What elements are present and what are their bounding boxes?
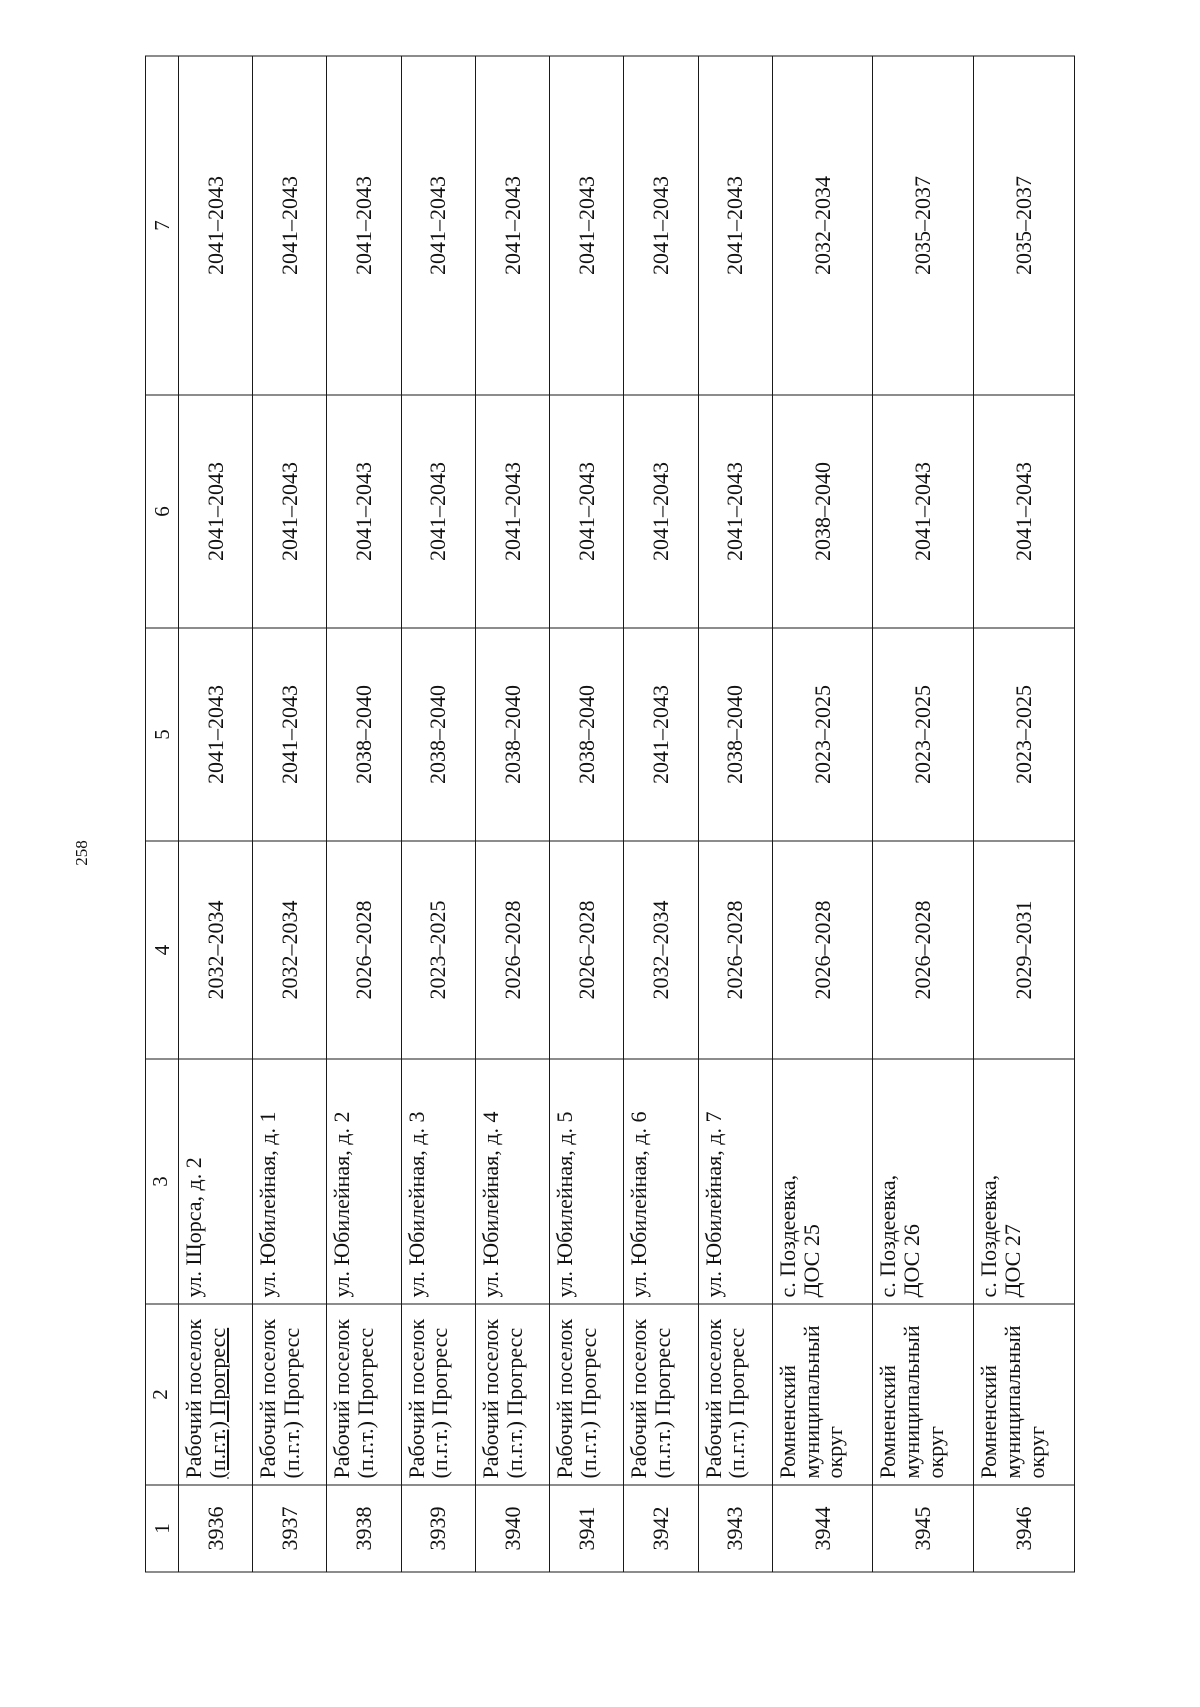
address-line: с. Поздеевка, — [976, 1174, 1002, 1298]
row-number-cell: 3941 — [550, 1485, 624, 1572]
address-line: ДОС 27 — [999, 1224, 1025, 1298]
column-header: 6 — [146, 395, 179, 628]
period-cell: 2038–2040 — [327, 628, 401, 841]
row-number-cell: 3946 — [974, 1485, 1075, 1572]
column-header: 1 — [146, 1485, 179, 1572]
locality-line: округ — [922, 1426, 948, 1479]
period-cell: 2041–2043 — [327, 56, 401, 395]
period-cell: 2035–2037 — [974, 56, 1075, 395]
locality-line: муниципальный — [899, 1325, 925, 1479]
address-cell — [772, 1059, 873, 1304]
period-cell: 2041–2043 — [624, 628, 698, 841]
address-cell — [974, 1059, 1075, 1304]
row-number-cell: 3938 — [327, 1485, 401, 1572]
locality-line: Рабочий поселок — [403, 1318, 429, 1479]
table-row — [179, 56, 253, 1572]
period-cell: 2035–2037 — [873, 56, 974, 395]
row-number-cell: 3937 — [253, 1485, 327, 1572]
row-number-cell: 3940 — [475, 1485, 549, 1572]
locality-line: Рабочий поселок — [329, 1318, 355, 1479]
table-row — [873, 56, 974, 1572]
locality-line: Рабочий поселок — [700, 1318, 726, 1479]
locality-line: Ромненский — [875, 1364, 901, 1479]
column-header: 7 — [146, 56, 179, 395]
address-line: ДОС 25 — [798, 1224, 824, 1298]
locality-cell — [974, 1304, 1075, 1485]
address-line: с. Поздеевка, — [875, 1174, 901, 1298]
column-header: 3 — [146, 1059, 179, 1304]
row-number-cell: 3942 — [624, 1485, 698, 1572]
period-cell: 2023–2025 — [873, 628, 974, 841]
period-cell: 2026–2028 — [772, 841, 873, 1059]
row-number-cell: 3945 — [873, 1485, 974, 1572]
address-cell: ул. Юбилейная, д. 2 — [327, 1059, 401, 1304]
column-header: 4 — [146, 841, 179, 1059]
table-row — [974, 56, 1075, 1572]
address-line: ДОС 26 — [899, 1224, 925, 1298]
period-cell: 2041–2043 — [974, 395, 1075, 628]
locality-line: округ — [822, 1426, 848, 1479]
table-row — [475, 56, 549, 1572]
locality-line: (п.г.т.) Прогресс — [278, 1327, 304, 1479]
period-cell: 2032–2034 — [772, 56, 873, 395]
period-cell: 2023–2025 — [401, 841, 475, 1059]
period-cell: 2038–2040 — [772, 395, 873, 628]
table-row — [624, 56, 698, 1572]
period-cell: 2041–2043 — [550, 56, 624, 395]
period-cell: 2038–2040 — [698, 628, 772, 841]
period-cell: 2032–2034 — [179, 841, 253, 1059]
table-row — [253, 56, 327, 1572]
locality-line: Ромненский — [774, 1364, 800, 1479]
period-cell: 2026–2028 — [698, 841, 772, 1059]
period-cell: 2041–2043 — [475, 56, 549, 395]
row-number-cell: 3939 — [401, 1485, 475, 1572]
row-number-cell: 3943 — [698, 1485, 772, 1572]
table-row — [550, 56, 624, 1572]
period-cell: 2023–2025 — [974, 628, 1075, 841]
table-row — [698, 56, 772, 1572]
address-cell — [873, 1059, 974, 1304]
period-cell: 2041–2043 — [698, 395, 772, 628]
locality-line: Ромненский — [976, 1364, 1002, 1479]
period-cell: 2038–2040 — [401, 628, 475, 841]
period-cell: 2032–2034 — [624, 841, 698, 1059]
locality-line: (п.г.т.) Прогресс — [724, 1327, 750, 1479]
locality-cell — [327, 1304, 401, 1485]
locality-line: (п.г.т.) Прогресс — [427, 1327, 453, 1479]
address-cell: ул. Юбилейная, д. 6 — [624, 1059, 698, 1304]
locality-cell — [698, 1304, 772, 1485]
period-cell: 2038–2040 — [550, 628, 624, 841]
locality-line: Рабочий поселок — [552, 1318, 578, 1479]
period-cell: 2041–2043 — [401, 56, 475, 395]
locality-line: Рабочий поселок — [626, 1318, 652, 1479]
locality-line: округ — [1023, 1426, 1049, 1479]
column-header: 2 — [146, 1304, 179, 1485]
address-cell: ул. Юбилейная, д. 5 — [550, 1059, 624, 1304]
table-container — [145, 148, 1075, 1573]
locality-line: Рабочий поселок — [255, 1318, 281, 1479]
period-cell: 2041–2043 — [624, 56, 698, 395]
period-cell: 2023–2025 — [772, 628, 873, 841]
locality-cell — [550, 1304, 624, 1485]
period-cell: 2029–2031 — [974, 841, 1075, 1059]
address-cell: ул. Щорса, д. 2 — [179, 1059, 253, 1304]
period-cell: 2041–2043 — [253, 56, 327, 395]
address-cell: ул. Юбилейная, д. 4 — [475, 1059, 549, 1304]
locality-line: Рабочий поселок — [477, 1318, 503, 1479]
locality-line: Рабочий поселок — [181, 1318, 206, 1479]
column-header: 5 — [146, 628, 179, 841]
address-cell: ул. Юбилейная, д. 1 — [253, 1059, 327, 1304]
period-cell: 2041–2043 — [179, 628, 253, 841]
locality-cell — [179, 1304, 253, 1485]
page-number: 258 — [72, 840, 91, 866]
locality-cell — [401, 1304, 475, 1485]
locality-line: (п.г.т.) Прогресс — [501, 1327, 527, 1479]
locality-line: (п.г.т.) Прогресс — [204, 1327, 230, 1479]
locality-line: (п.г.т.) Прогресс — [575, 1327, 601, 1479]
address-line: с. Поздеевка, — [774, 1174, 800, 1298]
table-row — [772, 56, 873, 1572]
table-row — [327, 56, 401, 1572]
locality-cell — [253, 1304, 327, 1485]
period-cell: 2032–2034 — [253, 841, 327, 1059]
period-cell: 2041–2043 — [179, 56, 253, 395]
period-cell: 2041–2043 — [327, 395, 401, 628]
period-cell: 2041–2043 — [179, 395, 253, 628]
period-cell: 2041–2043 — [698, 56, 772, 395]
period-cell: 2026–2028 — [475, 841, 549, 1059]
data-table — [145, 56, 1075, 1573]
locality-line: (п.г.т.) Прогресс — [353, 1327, 379, 1479]
period-cell: 2041–2043 — [401, 395, 475, 628]
period-cell: 2038–2040 — [475, 628, 549, 841]
row-number-cell: 3936 — [179, 1485, 253, 1572]
address-cell: ул. Юбилейная, д. 3 — [401, 1059, 475, 1304]
locality-cell — [475, 1304, 549, 1485]
locality-line: (п.г.т.) Прогресс — [650, 1327, 676, 1479]
period-cell: 2041–2043 — [873, 395, 974, 628]
period-cell: 2041–2043 — [253, 395, 327, 628]
locality-cell — [772, 1304, 873, 1485]
period-cell: 2026–2028 — [550, 841, 624, 1059]
locality-cell — [624, 1304, 698, 1485]
locality-cell — [873, 1304, 974, 1485]
period-cell: 2041–2043 — [550, 395, 624, 628]
table-row — [401, 56, 475, 1572]
locality-line: муниципальный — [999, 1325, 1025, 1479]
period-cell: 2041–2043 — [253, 628, 327, 841]
row-number-cell: 3944 — [772, 1485, 873, 1572]
period-cell: 2026–2028 — [873, 841, 974, 1059]
period-cell: 2041–2043 — [475, 395, 549, 628]
locality-line: муниципальный — [798, 1325, 824, 1479]
address-cell: ул. Юбилейная, д. 7 — [698, 1059, 772, 1304]
header-row — [146, 56, 179, 1572]
period-cell: 2041–2043 — [624, 395, 698, 628]
period-cell: 2026–2028 — [327, 841, 401, 1059]
